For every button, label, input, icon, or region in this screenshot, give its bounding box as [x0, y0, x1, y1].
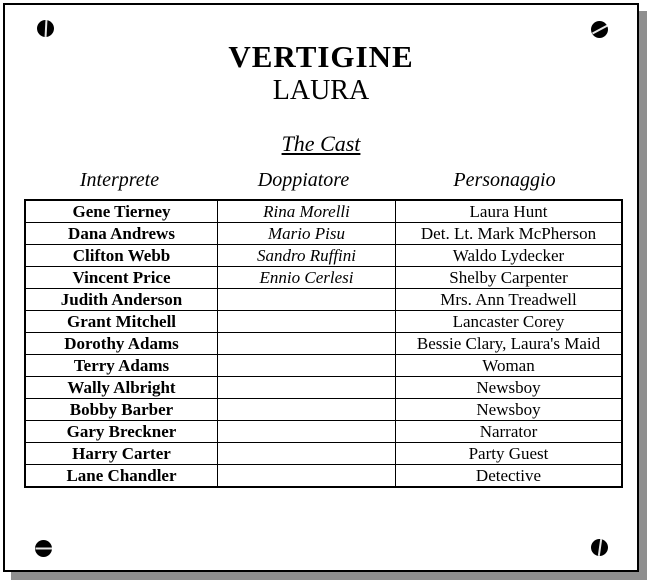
- page-title: VERTIGINE: [228, 39, 414, 74]
- cast-table-body: [25, 200, 622, 487]
- interprete-cell: Gary Breckner: [25, 421, 218, 443]
- table-row: [25, 399, 622, 421]
- interprete-cell: Wally Albright: [25, 377, 218, 399]
- doppiatore-cell: [218, 465, 396, 488]
- screw-slot: [44, 20, 47, 37]
- personaggio-cell: Waldo Lydecker: [396, 245, 623, 267]
- screw-icon: [591, 539, 608, 556]
- personaggio-cell: Mrs. Ann Treadwell: [396, 289, 623, 311]
- screw-slot: [35, 548, 52, 550]
- table-row: [25, 245, 622, 267]
- doppiatore-cell: [218, 311, 396, 333]
- table-column-headers: [24, 168, 617, 192]
- interprete-cell: Lane Chandler: [25, 465, 218, 488]
- doppiatore-cell: [218, 443, 396, 465]
- table-row: [25, 355, 622, 377]
- personaggio-cell: Narrator: [396, 421, 623, 443]
- doppiatore-cell: [218, 377, 396, 399]
- cast-table: [24, 199, 623, 488]
- doppiatore-cell: [218, 289, 396, 311]
- table-row: [25, 465, 622, 488]
- interprete-cell: Dorothy Adams: [25, 333, 218, 355]
- personaggio-cell: Bessie Clary, Laura's Maid: [396, 333, 623, 355]
- interprete-cell: Harry Carter: [25, 443, 218, 465]
- personaggio-cell: Det. Lt. Mark McPherson: [396, 223, 623, 245]
- interprete-cell: Gene Tierney: [25, 200, 218, 223]
- column-header-interprete: Interprete: [79, 169, 160, 191]
- screw-slot: [592, 25, 608, 35]
- doppiatore-cell: [218, 421, 396, 443]
- interprete-cell: Grant Mitchell: [25, 311, 218, 333]
- screw-icon: [591, 21, 608, 38]
- doppiatore-cell: [218, 355, 396, 377]
- column-header-doppiatore: Doppiatore: [257, 169, 350, 191]
- interprete-cell: Vincent Price: [25, 267, 218, 289]
- doppiatore-cell: [218, 333, 396, 355]
- personaggio-cell: Shelby Carpenter: [396, 267, 623, 289]
- screw-icon: [35, 540, 52, 557]
- table-row: [25, 311, 622, 333]
- doppiatore-cell: [218, 399, 396, 421]
- table-row: [25, 267, 622, 289]
- table-row: [25, 289, 622, 311]
- interprete-cell: Dana Andrews: [25, 223, 218, 245]
- page-subtitle: LAURA: [272, 75, 370, 106]
- personaggio-cell: Laura Hunt: [396, 200, 623, 223]
- interprete-cell: Clifton Webb: [25, 245, 218, 267]
- personaggio-cell: Lancaster Corey: [396, 311, 623, 333]
- personaggio-cell: Newsboy: [396, 377, 623, 399]
- screw-icon: [37, 20, 54, 37]
- personaggio-cell: Newsboy: [396, 399, 623, 421]
- table-row: [25, 377, 622, 399]
- personaggio-cell: Woman: [396, 355, 623, 377]
- table-row: [25, 421, 622, 443]
- doppiatore-cell: Mario Pisu: [218, 223, 396, 245]
- doppiatore-cell: Ennio Cerlesi: [218, 267, 396, 289]
- table-row: [25, 333, 622, 355]
- interprete-cell: Terry Adams: [25, 355, 218, 377]
- personaggio-cell: Party Guest: [396, 443, 623, 465]
- doppiatore-cell: Rina Morelli: [218, 200, 396, 223]
- screw-slot: [597, 539, 601, 556]
- interprete-cell: Bobby Barber: [25, 399, 218, 421]
- plaque-panel: [3, 3, 639, 572]
- section-heading-text: The Cast: [281, 131, 361, 156]
- doppiatore-cell: Sandro Ruffini: [218, 245, 396, 267]
- section-heading: [5, 131, 637, 157]
- interprete-cell: Judith Anderson: [25, 289, 218, 311]
- table-row: [25, 443, 622, 465]
- personaggio-cell: Detective: [396, 465, 623, 488]
- column-header-personaggio: Personaggio: [453, 169, 556, 191]
- table-row: [25, 223, 622, 245]
- table-row: [25, 200, 622, 223]
